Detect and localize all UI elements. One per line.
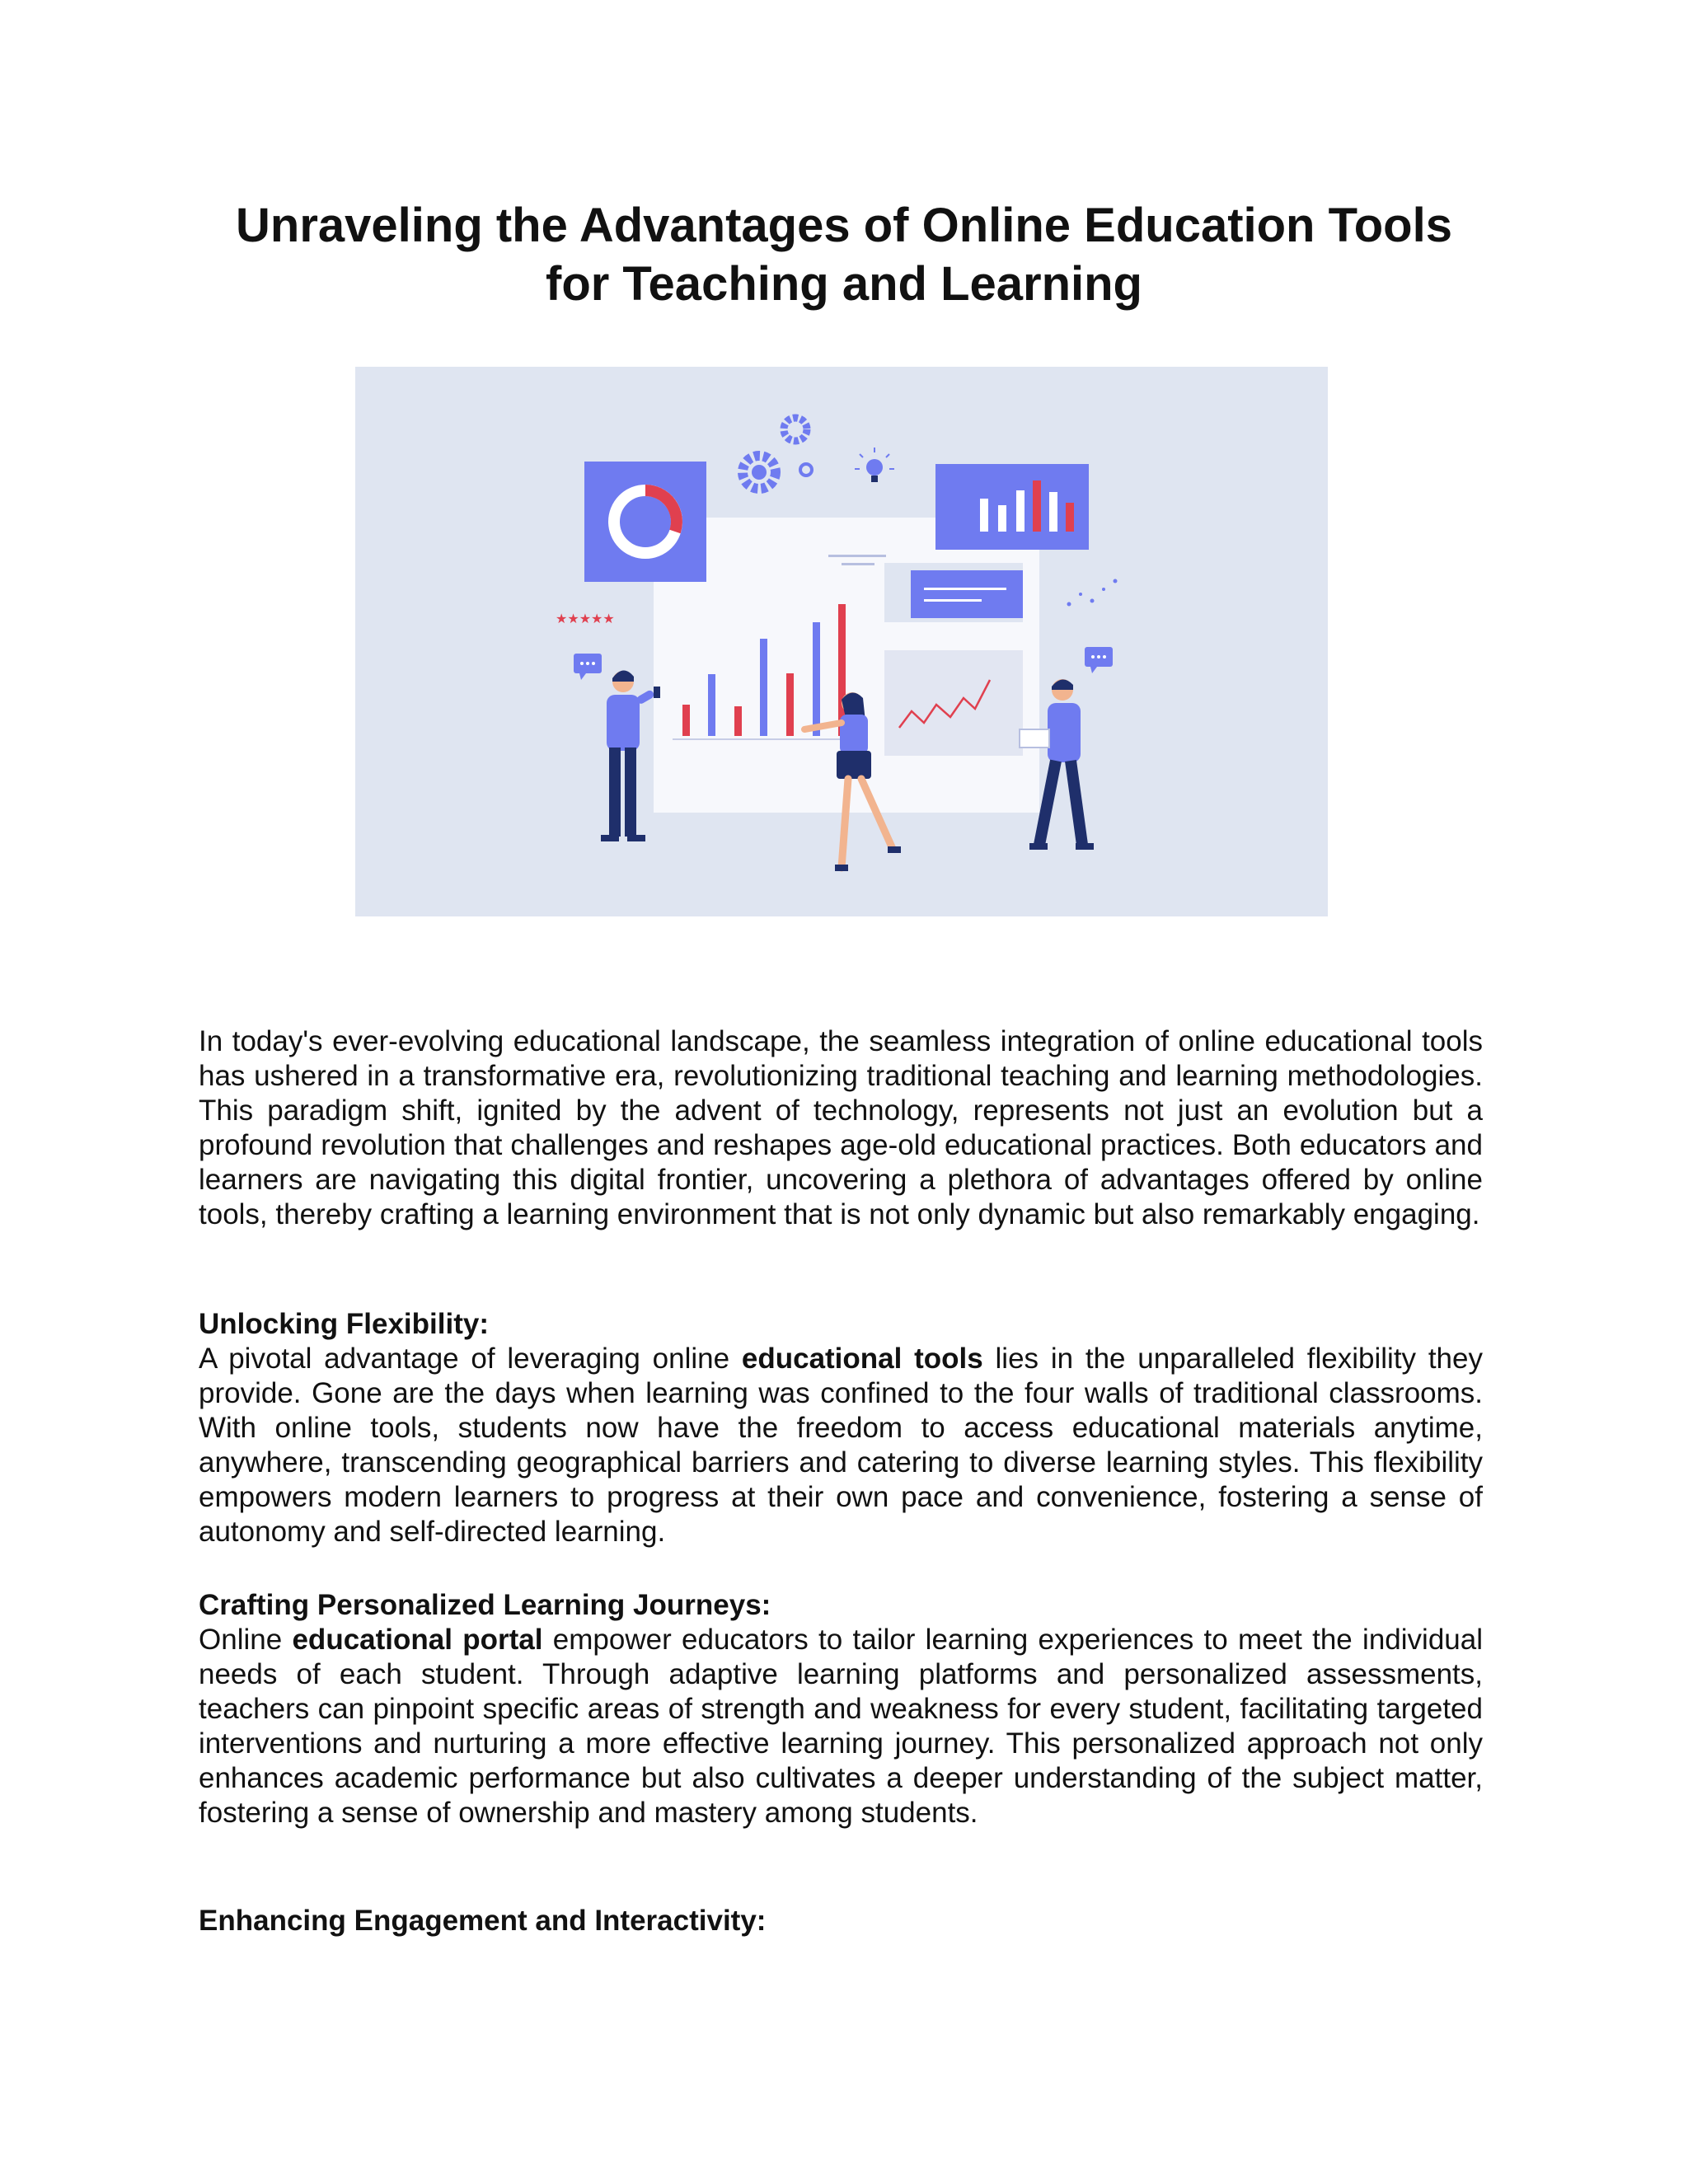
line-chart-card <box>884 650 1023 756</box>
blue-info-card <box>911 570 1023 618</box>
bold-keyword-educational-tools: educational tools <box>741 1343 983 1375</box>
sparkle-dots <box>1067 579 1118 607</box>
paragraph-text: empower educators to tailor learning experiences to meet the individual needs of each student. Through adaptive learning platforms and personalized assessments, teachers can pinpoint specific areas of strength and weakness for every student, facilitating targeted interventions and nurturing a more effective learning journey. This personalized approach not only enhances academic performance but also cultivates a deeper understanding of the subject matter, fostering a sense of ownership and mastery among students. <box>199 1624 1483 1829</box>
section-heading-personalized: Crafting Personalized Learning Journeys: <box>199 1589 771 1621</box>
lightbulb-icon <box>855 448 894 482</box>
paragraph-text: Online <box>199 1624 293 1656</box>
chat-bubble-icon-right <box>1085 647 1113 673</box>
analytics-team-illustration <box>355 367 1328 916</box>
paragraph-text: lies in the unparalleled flexibility they provide. Gone are the days when learning was confined to the four walls of traditional classrooms. With online tools, students now have the freedom to access educational materials anytime, anywhere, transcending geographical barriers and catering to diverse learning styles. This flexibility empowers modern learners to progress at their own pace and convenience, fostering a sense of autonomy and self-directed learning. <box>199 1343 1483 1548</box>
intro-paragraph: In today's ever-evolving educational landscape, the seamless integration of online educational tools has ushered in a transformative era, revolutionizing traditional teaching and learning methodologies. This paradigm shift, ignited by the advent of technology, represents not just an evolution but a profound revolution that challenges and reshapes age-old educational practices. Both educators and learners are navigating this digital frontier, uncovering a plethora of advantages offered by online tools, thereby crafting a learning environment that is not only dynamic but also remarkably engaging. <box>199 1025 1483 1230</box>
rating-stars: ★★★★★ <box>556 611 615 626</box>
laptop-icon <box>1020 729 1049 748</box>
donut-chart-card <box>584 462 706 582</box>
person-left-figure <box>601 670 660 841</box>
section-paragraph-flexibility <box>199 1342 1483 1549</box>
paragraph-text: A pivotal advantage of leveraging online <box>199 1343 742 1375</box>
gear-icon <box>743 418 812 489</box>
section-paragraph-personalized <box>199 1623 1483 1830</box>
section-heading-engagement: Enhancing Engagement and Interactivity: <box>199 1905 767 1937</box>
page-title <box>165 196 1523 313</box>
phone-icon <box>654 687 660 698</box>
board-header-line <box>828 555 886 557</box>
title-line-1: Unraveling the Advantages of Online Education Tools <box>236 199 1452 252</box>
hero-illustration <box>355 367 1328 916</box>
title-line-2: for Teaching and Learning <box>546 257 1142 311</box>
chat-bubble-icon <box>574 654 602 680</box>
section-heading-flexibility: Unlocking Flexibility: <box>199 1308 489 1340</box>
board-header-line-2 <box>842 563 874 565</box>
bold-keyword-educational-portal: educational portal <box>292 1624 543 1656</box>
